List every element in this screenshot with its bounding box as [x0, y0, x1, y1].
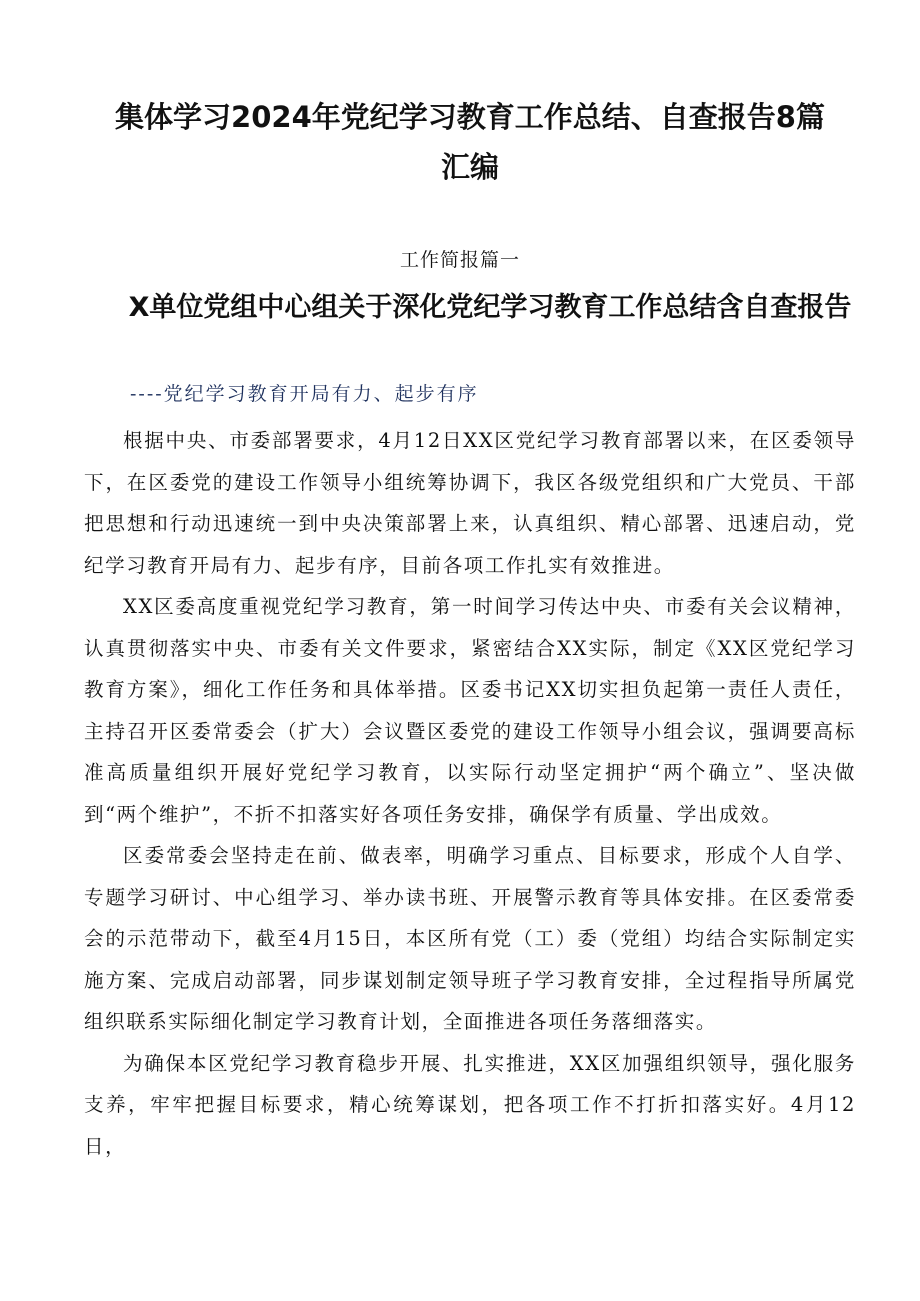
body-paragraph: 根据中央、市委部署要求，4月12日XX区党纪学习教育部署以来，在区委领导下，在区委党的建设工作领导小组统筹协调下，我区各级党组织和广大党员、干部把思想和行动迅速统一到中央决策部署上来，认真组织、精心部署、迅速启动，党纪学习教育开局有力、起步有序，目前各项工作扎实有效推进。: [84, 429, 856, 577]
body-paragraph: 区委常委会坚持走在前、做表率，明确学习重点、目标要求，形成个人自学、专题学习研讨、中心组学习、举办读书班、开展警示教育等具体安排。在区委常委会的示范带动下，截至4月15日，本区所有党（工）委（党组）均结合实际制定实施方案、完成启动部署，同步谋划制定领导班子学习教育安排，全过程指导所属党组织联系实际细化制定学习教育计划，全面推进各项任务落细落实。: [84, 844, 856, 1033]
body-paragraph: XX区委高度重视党纪学习教育，第一时间学习传达中央、市委有关会议精神，认真贯彻落实中央、市委有关文件要求，紧密结合XX实际，制定《XX区党纪学习教育方案》，细化工作任务和具体举措。区委书记XX切实担负起第一责任人责任，主持召开区委常委会（扩大）会议暨区委党的建设工作领导小组会议，强调要高标准高质量组织开展好党纪学习教育，以实际行动坚定拥护“两个确立”、坚决做到“两个维护”，不折不扣落实好各项任务安排，确保学有质量、学出成效。: [84, 595, 856, 826]
article-subtitle: ----党纪学习教育开局有力、起步有序: [130, 383, 479, 405]
article-body: [84, 420, 856, 1167]
article-title: X单位党组中心组关于深化党纪学习教育工作总结含自查报告: [128, 292, 852, 323]
section-label: 工作简报篇一: [399, 249, 520, 271]
body-paragraph: 为确保本区党纪学习教育稳步开展、扎实推进，XX区加强组织领导，强化服务支养，牢牢把握目标要求，精心统筹谋划，把各项工作不打折扣落实好。4月12日，: [84, 1051, 856, 1158]
document-title: 集体学习2024年党纪学习教育工作总结、自查报告8篇汇编: [115, 100, 825, 184]
